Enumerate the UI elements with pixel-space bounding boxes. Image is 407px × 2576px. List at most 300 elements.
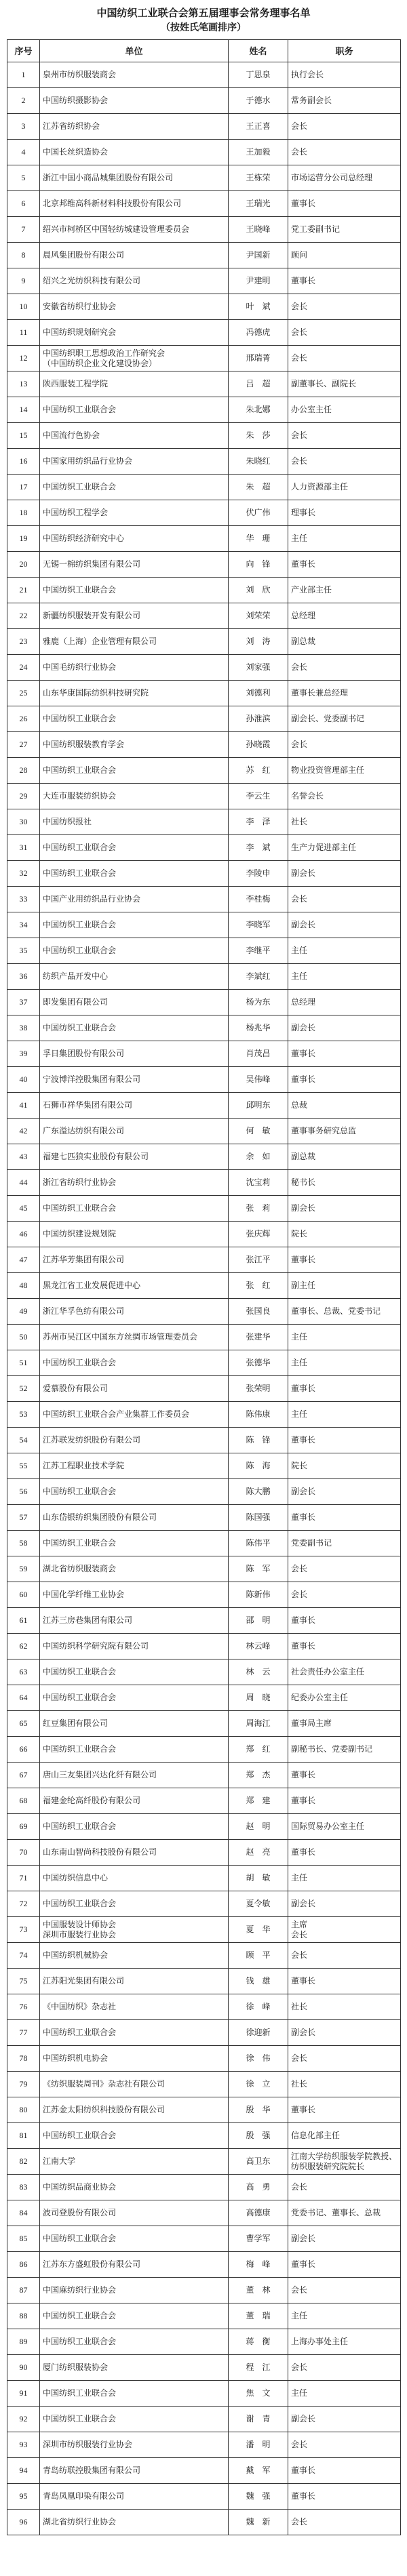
row-number-cell: 8: [7, 243, 40, 268]
unit-cell: 中国纺织科学研究院有限公司: [40, 1634, 229, 1659]
row-number-cell: 26: [7, 706, 40, 732]
row-number-cell: 58: [7, 1531, 40, 1556]
name-cell: 刘家强: [229, 655, 288, 681]
unit-cell: 中国纺织工业联合会: [40, 1737, 229, 1763]
name-cell: 肖茂昌: [229, 1041, 288, 1067]
position-cell: 董事长: [288, 2252, 401, 2278]
table-row: [7, 887, 401, 912]
name-cell: 苏 红: [229, 758, 288, 784]
table-row: [7, 1814, 401, 1840]
position-cell: 副董事长、副院长: [288, 371, 401, 397]
table-row: [7, 2432, 401, 2458]
position-cell: 董事长: [288, 1067, 401, 1093]
table-row: [7, 732, 401, 758]
table-row: [7, 268, 401, 294]
table-row: [7, 2149, 401, 2175]
unit-cell: 山东岱银纺织集团股份有限公司: [40, 1505, 229, 1531]
table-row: [7, 500, 401, 526]
table-row: [7, 1015, 401, 1041]
position-cell: 董事长: [288, 2097, 401, 2123]
position-cell: 董事长: [288, 1788, 401, 1814]
row-number-cell: 47: [7, 1247, 40, 1273]
unit-cell: 《纺织服装周刊》杂志社有限公司: [40, 2072, 229, 2097]
position-cell: 国际贸易办公室主任: [288, 1814, 401, 1840]
name-cell: 陈 军: [229, 1556, 288, 1582]
name-cell: 焦 文: [229, 2381, 288, 2407]
row-number-cell: 43: [7, 1144, 40, 1170]
unit-cell: 中国纺织工业联合会: [40, 1531, 229, 1556]
position-cell: 会长: [288, 449, 401, 475]
table-row: [7, 2458, 401, 2484]
row-number-cell: 66: [7, 1737, 40, 1763]
position-cell: 董事长: [288, 1376, 401, 1402]
row-number-cell: 74: [7, 1943, 40, 1969]
table-row: [7, 1582, 401, 1608]
table-row: [7, 1247, 401, 1273]
position-cell: 副总裁: [288, 629, 401, 655]
position-cell: 党工委副书记: [288, 217, 401, 243]
position-cell: 会长: [288, 2175, 401, 2200]
table-row: [7, 2329, 401, 2355]
table-row: [7, 629, 401, 655]
table-row: [7, 990, 401, 1015]
position-cell: 董事长: [288, 1428, 401, 1453]
unit-cell: 泉州市纺织服装商会: [40, 62, 229, 88]
position-cell: 会长: [288, 140, 401, 165]
name-cell: 张江平: [229, 1247, 288, 1273]
table-row: [7, 1222, 401, 1247]
table-row: [7, 1402, 401, 1428]
unit-cell: 浙江华孚色纺有限公司: [40, 1299, 229, 1325]
unit-cell: 中国纺织工业联合会: [40, 861, 229, 887]
unit-cell: 福建七匹狼实业股份有限公司: [40, 1144, 229, 1170]
row-number-cell: 15: [7, 423, 40, 449]
table-row: [7, 1505, 401, 1531]
unit-cell: 孚日集团股份有限公司: [40, 1041, 229, 1067]
name-cell: 丁思泉: [229, 62, 288, 88]
name-cell: 吴伟峰: [229, 1067, 288, 1093]
name-cell: 朱晓红: [229, 449, 288, 475]
table-row: [7, 371, 401, 397]
unit-cell: 宁波博洋控股集团有限公司: [40, 1067, 229, 1093]
table-row: [7, 243, 401, 268]
name-cell: 李桂梅: [229, 887, 288, 912]
name-cell: 张荣明: [229, 1376, 288, 1402]
position-cell: 董事长: [288, 1969, 401, 1994]
row-number-cell: 82: [7, 2149, 40, 2175]
name-cell: 王瑞光: [229, 191, 288, 217]
position-cell: 会长: [288, 294, 401, 320]
row-number-cell: 55: [7, 1453, 40, 1479]
row-number-cell: 44: [7, 1170, 40, 1196]
table-row: [7, 912, 401, 938]
table-row: [7, 2252, 401, 2278]
position-cell: 社长: [288, 809, 401, 835]
name-cell: 李陵申: [229, 861, 288, 887]
table-row: [7, 1917, 401, 1943]
position-cell: 董事长: [288, 268, 401, 294]
name-cell: 蒋 衡: [229, 2329, 288, 2355]
unit-cell: 中国纺织经济研究中心: [40, 526, 229, 552]
name-cell: 何 敏: [229, 1119, 288, 1144]
table-row: [7, 2303, 401, 2329]
row-number-cell: 84: [7, 2200, 40, 2226]
table-row: [7, 449, 401, 475]
unit-cell: 福建金纶高纤股份有限公司: [40, 1788, 229, 1814]
unit-cell: 中国家用纺织品行业协会: [40, 449, 229, 475]
unit-cell: 江苏联发纺织股份有限公司: [40, 1428, 229, 1453]
row-number-cell: 88: [7, 2303, 40, 2329]
row-number-cell: 18: [7, 500, 40, 526]
name-cell: 邵 明: [229, 1608, 288, 1634]
unit-cell: 陕西服装工程学院: [40, 371, 229, 397]
row-number-cell: 90: [7, 2355, 40, 2381]
table-row: [7, 346, 401, 371]
name-cell: 林 云: [229, 1659, 288, 1685]
row-number-cell: 33: [7, 887, 40, 912]
row-number-cell: 19: [7, 526, 40, 552]
member-table: [7, 39, 401, 2535]
name-cell: 陈 锋: [229, 1428, 288, 1453]
unit-cell: 中国纺织工业联合会: [40, 1350, 229, 1376]
position-cell: 董事长: [288, 1247, 401, 1273]
name-cell: 王加毅: [229, 140, 288, 165]
unit-cell: 中国纺织工业联合会: [40, 2381, 229, 2407]
unit-cell: 中国纺织工业联合会: [40, 2329, 229, 2355]
table-row: [7, 2484, 401, 2510]
name-cell: 沈宝莉: [229, 1170, 288, 1196]
position-cell: 主任: [288, 2381, 401, 2407]
name-cell: 戴 军: [229, 2458, 288, 2484]
table-row: [7, 2200, 401, 2226]
table-row: [7, 809, 401, 835]
unit-cell: 江苏三房巷集团有限公司: [40, 1608, 229, 1634]
unit-cell: 中国纺织工业联合会: [40, 1685, 229, 1711]
name-cell: 张德华: [229, 1350, 288, 1376]
name-cell: 赵 亮: [229, 1840, 288, 1866]
unit-cell: 中国纺织工业联合会: [40, 1659, 229, 1685]
position-cell: 社会责任办公室主任: [288, 1659, 401, 1685]
position-cell: 办公室主任: [288, 397, 401, 423]
unit-cell: 中国纺织工业联合会产业集群工作委员会: [40, 1402, 229, 1428]
position-cell: 顾问: [288, 243, 401, 268]
table-row: [7, 1788, 401, 1814]
table-row: [7, 2407, 401, 2432]
unit-cell: 纺织产品开发中心: [40, 964, 229, 990]
position-cell: 会长: [288, 423, 401, 449]
name-cell: 董 林: [229, 2278, 288, 2303]
name-cell: 高卫东: [229, 2149, 288, 2175]
unit-cell: 中国长丝织造协会: [40, 140, 229, 165]
row-number-cell: 86: [7, 2252, 40, 2278]
table-row: [7, 114, 401, 140]
row-number-cell: 93: [7, 2432, 40, 2458]
name-cell: 尹国新: [229, 243, 288, 268]
unit-cell: 江苏省纺织协会: [40, 114, 229, 140]
position-cell: 董事长: [288, 2484, 401, 2510]
position-cell: 主席 会长: [288, 1917, 401, 1943]
position-cell: 主任: [288, 938, 401, 964]
row-number-cell: 34: [7, 912, 40, 938]
name-cell: 殷 强: [229, 2123, 288, 2149]
unit-cell: 新疆纺织服装开发有限公司: [40, 603, 229, 629]
position-cell: 社长: [288, 1994, 401, 2020]
table-row: [7, 578, 401, 603]
unit-cell: 中国纺织规划研究会: [40, 320, 229, 346]
table-row: [7, 1376, 401, 1402]
unit-cell: 中国纺织报社: [40, 809, 229, 835]
position-cell: 会长: [288, 2355, 401, 2381]
unit-cell: 中国纺织工业联合会: [40, 2407, 229, 2432]
row-number-cell: 23: [7, 629, 40, 655]
position-cell: 会长: [288, 2278, 401, 2303]
position-cell: 主任: [288, 1402, 401, 1428]
name-cell: 朱北娜: [229, 397, 288, 423]
row-number-cell: 65: [7, 1711, 40, 1737]
table-body: [7, 62, 401, 2535]
header-unit: 单位: [40, 40, 229, 62]
table-row: [7, 1119, 401, 1144]
unit-cell: 中国纺织工业联合会: [40, 1891, 229, 1917]
unit-cell: 中国纺织摄影协会: [40, 88, 229, 114]
name-cell: 伏广伟: [229, 500, 288, 526]
table-row: [7, 1866, 401, 1891]
unit-cell: 厦门纺织服装协会: [40, 2355, 229, 2381]
name-cell: 杨兆华: [229, 1015, 288, 1041]
unit-cell: 安徽省纺织行业协会: [40, 294, 229, 320]
name-cell: 尹建明: [229, 268, 288, 294]
unit-cell: 江苏金太阳纺织科技股份有限公司: [40, 2097, 229, 2123]
unit-cell: 黑龙江省工业发展促进中心: [40, 1273, 229, 1299]
unit-cell: 中国纺织工业联合会: [40, 835, 229, 861]
name-cell: 王晓峰: [229, 217, 288, 243]
name-cell: 刘德利: [229, 681, 288, 706]
name-cell: 郑 红: [229, 1737, 288, 1763]
name-cell: 徐迎新: [229, 2020, 288, 2046]
name-cell: 邱明东: [229, 1093, 288, 1119]
row-number-cell: 14: [7, 397, 40, 423]
name-cell: 朱 超: [229, 475, 288, 500]
row-number-cell: 4: [7, 140, 40, 165]
unit-cell: 即发集团有限公司: [40, 990, 229, 1015]
unit-cell: 中国服装设计师协会 深圳市服装行业协会: [40, 1917, 229, 1943]
name-cell: 谢 青: [229, 2407, 288, 2432]
position-cell: 院长: [288, 1453, 401, 1479]
position-cell: 董事长、总裁、党委书记: [288, 1299, 401, 1325]
name-cell: 张国良: [229, 1299, 288, 1325]
table-row: [7, 320, 401, 346]
table-row: [7, 165, 401, 191]
unit-cell: 绍兴之光纺织科技有限公司: [40, 268, 229, 294]
table-row: [7, 526, 401, 552]
row-number-cell: 77: [7, 2020, 40, 2046]
name-cell: 陈伟平: [229, 1531, 288, 1556]
row-number-cell: 83: [7, 2175, 40, 2200]
table-row: [7, 294, 401, 320]
table-row: [7, 1067, 401, 1093]
row-number-cell: 72: [7, 1891, 40, 1917]
position-cell: 社长: [288, 2072, 401, 2097]
row-number-cell: 9: [7, 268, 40, 294]
row-number-cell: 96: [7, 2510, 40, 2535]
row-number-cell: 28: [7, 758, 40, 784]
row-number-cell: 56: [7, 1479, 40, 1505]
row-number-cell: 49: [7, 1299, 40, 1325]
position-cell: 主任: [288, 526, 401, 552]
position-cell: 主任: [288, 1325, 401, 1350]
table-row: [7, 1943, 401, 1969]
table-row: [7, 706, 401, 732]
row-number-cell: 53: [7, 1402, 40, 1428]
name-cell: 徐 伟: [229, 2046, 288, 2072]
table-row: [7, 1479, 401, 1505]
unit-cell: 中国纺织工业联合会: [40, 578, 229, 603]
unit-cell: 红豆集团有限公司: [40, 1711, 229, 1737]
table-row: [7, 191, 401, 217]
table-row: [7, 2381, 401, 2407]
table-row: [7, 552, 401, 578]
unit-cell: 江南大学: [40, 2149, 229, 2175]
table-row: [7, 2097, 401, 2123]
table-row: [7, 964, 401, 990]
table-row: [7, 1093, 401, 1119]
unit-cell: 中国纺织机械协会: [40, 1943, 229, 1969]
name-cell: 刘荣荣: [229, 603, 288, 629]
table-row: [7, 603, 401, 629]
unit-cell: 波司登股份有限公司: [40, 2200, 229, 2226]
unit-cell: 青岛凤凰印染有限公司: [40, 2484, 229, 2510]
position-cell: 主任: [288, 2303, 401, 2329]
unit-cell: 爱慕股份有限公司: [40, 1376, 229, 1402]
row-number-cell: 71: [7, 1866, 40, 1891]
table-row: [7, 1840, 401, 1866]
row-number-cell: 3: [7, 114, 40, 140]
row-number-cell: 52: [7, 1376, 40, 1402]
name-cell: 李 斌: [229, 835, 288, 861]
unit-cell: 中国纺织工业联合会: [40, 1196, 229, 1222]
row-number-cell: 31: [7, 835, 40, 861]
name-cell: 周 晓: [229, 1685, 288, 1711]
row-number-cell: 11: [7, 320, 40, 346]
name-cell: 杨为东: [229, 990, 288, 1015]
row-number-cell: 39: [7, 1041, 40, 1067]
table-row: [7, 758, 401, 784]
table-row: [7, 88, 401, 114]
unit-cell: 北京邦维高科新材料科技股份有限公司: [40, 191, 229, 217]
unit-cell: 大连市服装纺织协会: [40, 784, 229, 809]
position-cell: 副会长: [288, 912, 401, 938]
unit-cell: 中国纺织工业联合会: [40, 2020, 229, 2046]
unit-cell: 绍兴市柯桥区中国轻纺城建设管理委员会: [40, 217, 229, 243]
table-row: [7, 681, 401, 706]
table-row: [7, 397, 401, 423]
table-row: [7, 835, 401, 861]
table-row: [7, 2355, 401, 2381]
table-row: [7, 2072, 401, 2097]
unit-cell: 中国纺织工业联合会: [40, 397, 229, 423]
unit-cell: 江苏华芳集团有限公司: [40, 1247, 229, 1273]
table-row: [7, 62, 401, 88]
position-cell: 董事局主席: [288, 1711, 401, 1737]
row-number-cell: 80: [7, 2097, 40, 2123]
unit-cell: 山东华康国际纺织科技研究院: [40, 681, 229, 706]
table-row: [7, 784, 401, 809]
row-number-cell: 57: [7, 1505, 40, 1531]
unit-cell: 中国纺织工业联合会: [40, 1015, 229, 1041]
document-title: 中国纺织工业联合会第五届理事会常务理事名单: [96, 8, 311, 19]
position-cell: 名誉会长: [288, 784, 401, 809]
header-name: 姓名: [229, 40, 288, 62]
row-number-cell: 67: [7, 1763, 40, 1788]
row-number-cell: 64: [7, 1685, 40, 1711]
unit-cell: 中国纺织工业联合会: [40, 1814, 229, 1840]
table-row: [7, 2046, 401, 2072]
table-row: [7, 1969, 401, 1994]
name-cell: 王栋荣: [229, 165, 288, 191]
name-cell: 李继平: [229, 938, 288, 964]
name-cell: 王正喜: [229, 114, 288, 140]
position-cell: 总裁: [288, 1093, 401, 1119]
row-number-cell: 22: [7, 603, 40, 629]
row-number-cell: 73: [7, 1917, 40, 1943]
table-row: [7, 217, 401, 243]
row-number-cell: 16: [7, 449, 40, 475]
table-row: [7, 1350, 401, 1376]
position-cell: 副会长: [288, 861, 401, 887]
row-number-cell: 37: [7, 990, 40, 1015]
name-cell: 陈 海: [229, 1453, 288, 1479]
name-cell: 夏 华: [229, 1917, 288, 1943]
unit-cell: 石狮市祥华集团有限公司: [40, 1093, 229, 1119]
name-cell: 吕 超: [229, 371, 288, 397]
row-number-cell: 5: [7, 165, 40, 191]
unit-cell: 中国纺织工业联合会: [40, 706, 229, 732]
position-cell: 副会长: [288, 1479, 401, 1505]
unit-cell: 湖北省纺织行业协会: [40, 2510, 229, 2535]
name-cell: 陈大鹏: [229, 1479, 288, 1505]
unit-cell: 湖北省纺织服装商会: [40, 1556, 229, 1582]
row-number-cell: 12: [7, 346, 40, 371]
row-number-cell: 48: [7, 1273, 40, 1299]
row-number-cell: 63: [7, 1659, 40, 1685]
document-subtitle: （按姓氏笔画排序）: [161, 23, 246, 33]
table-row: [7, 1531, 401, 1556]
position-cell: 会长: [288, 655, 401, 681]
row-number-cell: 41: [7, 1093, 40, 1119]
table-header-row: [7, 40, 401, 62]
position-cell: 总经理: [288, 603, 401, 629]
unit-cell: 中国纺织职工思想政治工作研究会 （中国纺织企业文化建设协会）: [40, 346, 229, 371]
table-row: [7, 1170, 401, 1196]
table-row: [7, 1196, 401, 1222]
row-number-cell: 85: [7, 2226, 40, 2252]
row-number-cell: 50: [7, 1325, 40, 1350]
row-number-cell: 20: [7, 552, 40, 578]
position-cell: 会长: [288, 732, 401, 758]
unit-cell: 晨风集团股份有限公司: [40, 243, 229, 268]
unit-cell: 中国纺织工业联合会: [40, 2303, 229, 2329]
unit-cell: 中国毛纺织行业协会: [40, 655, 229, 681]
table-row: [7, 655, 401, 681]
unit-cell: 浙江省纺织行业协会: [40, 1170, 229, 1196]
unit-cell: 深圳市纺织服装行业协会: [40, 2432, 229, 2458]
position-cell: 市场运营分公司总经理: [288, 165, 401, 191]
unit-cell: 中国纺织工业联合会: [40, 2226, 229, 2252]
name-cell: 赵 明: [229, 1814, 288, 1840]
position-cell: 人力资源部主任: [288, 475, 401, 500]
unit-cell: 中国麻纺织行业协会: [40, 2278, 229, 2303]
position-cell: 副会长: [288, 1891, 401, 1917]
